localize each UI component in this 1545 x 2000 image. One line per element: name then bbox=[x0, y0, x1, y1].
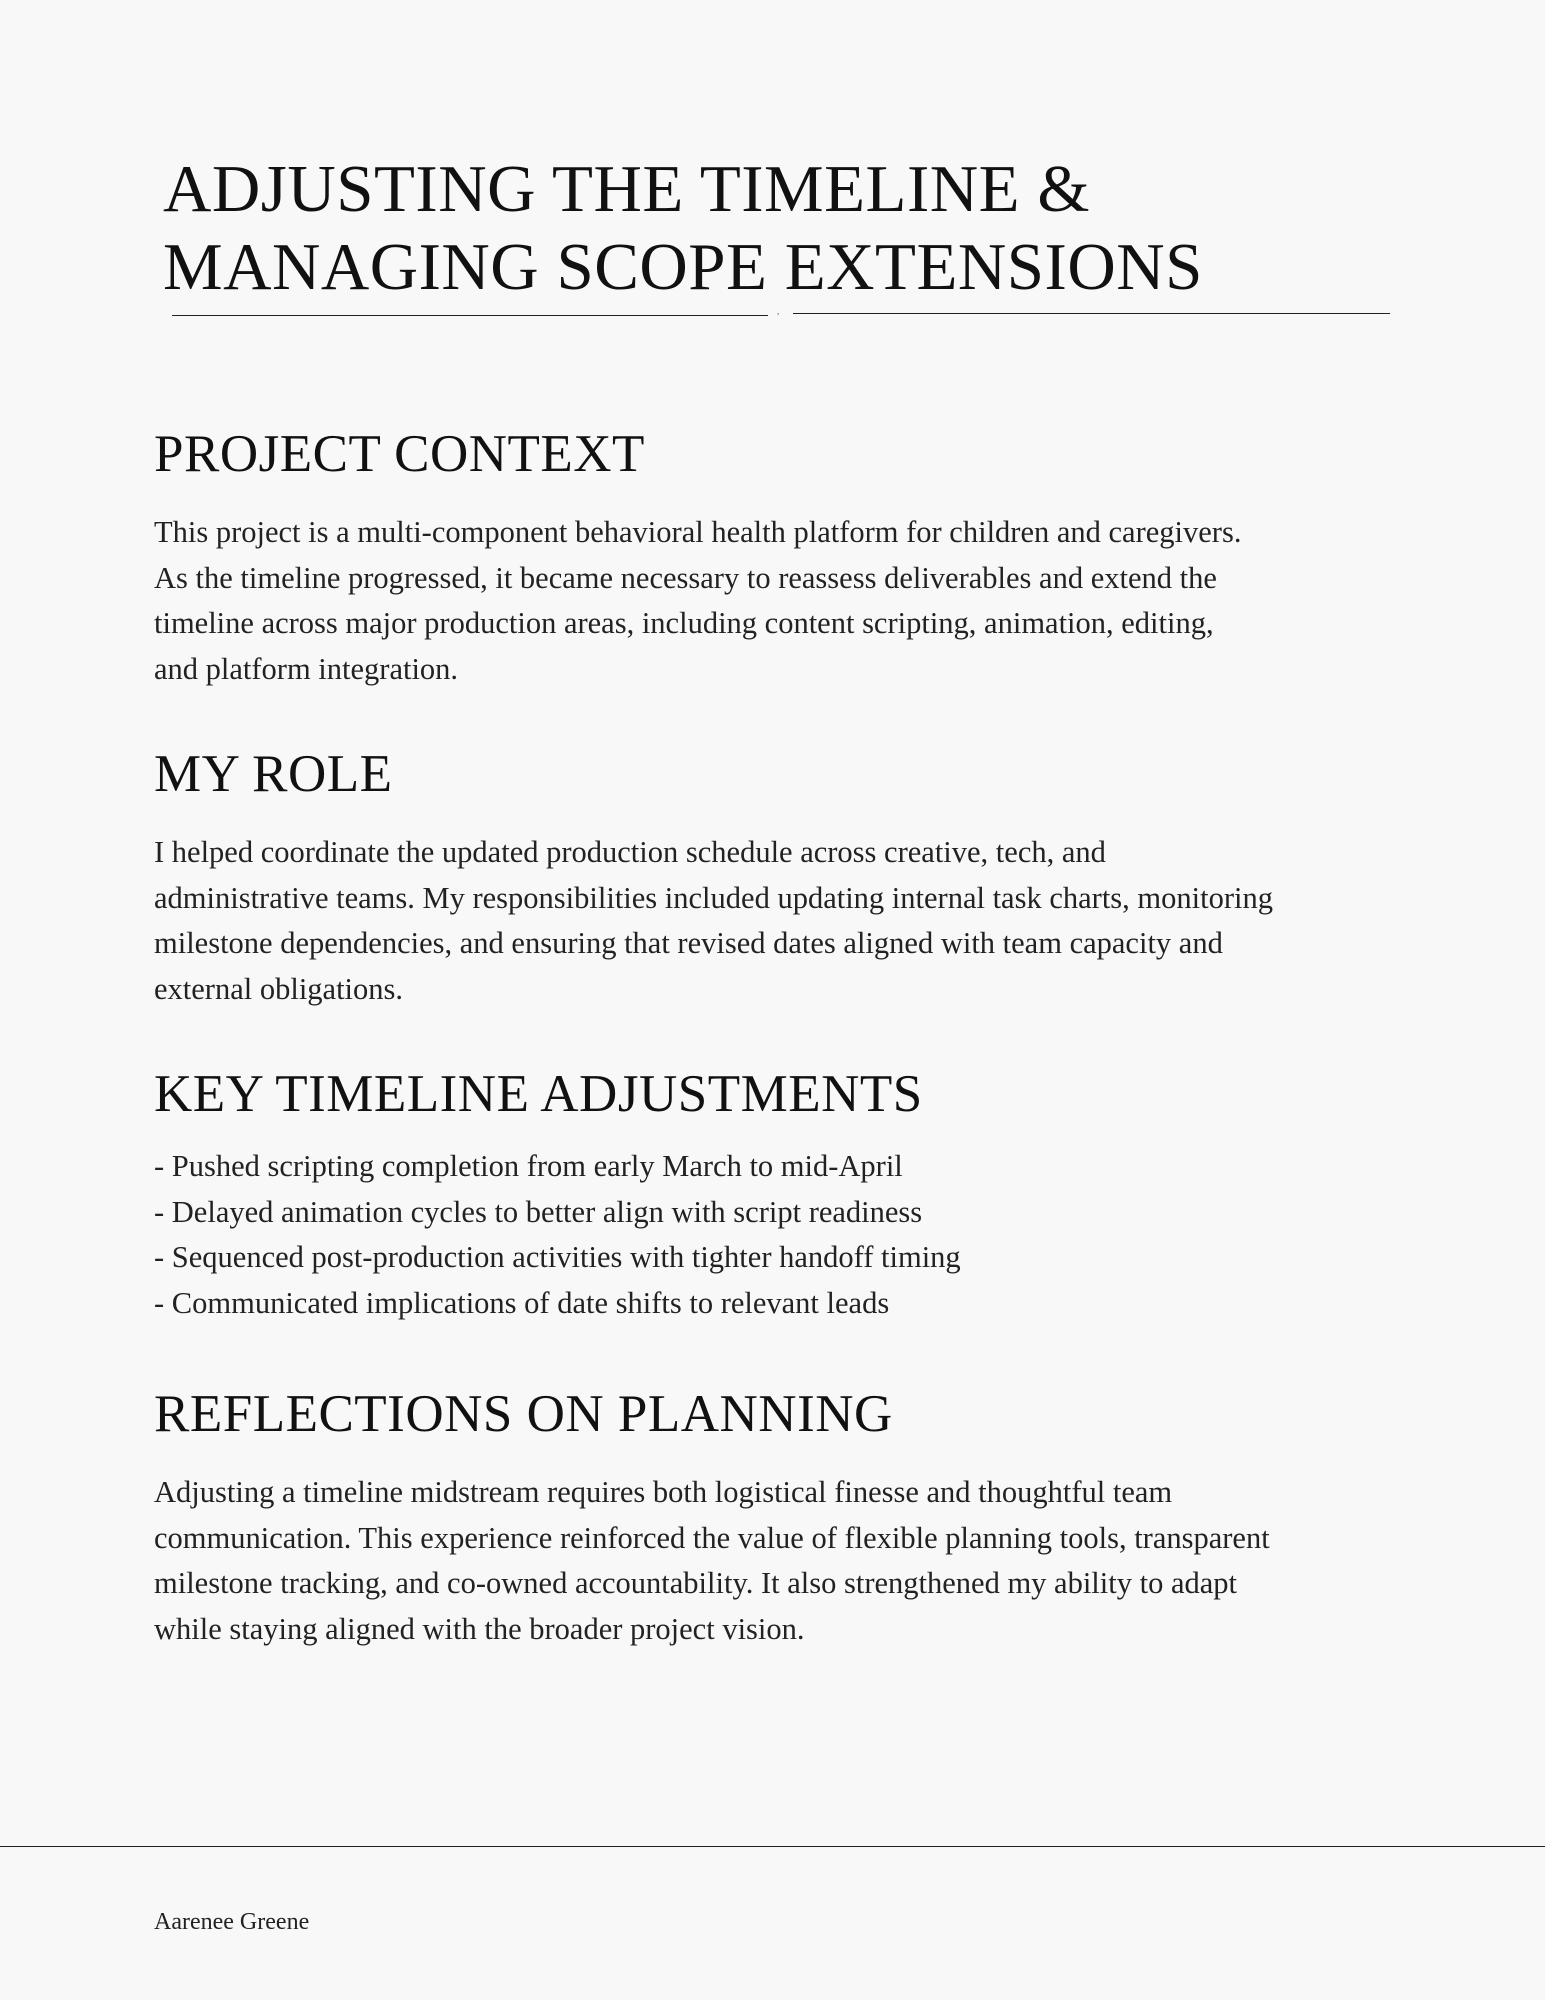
title-divider-left bbox=[172, 315, 768, 316]
section-my-role bbox=[154, 744, 1394, 1012]
list-item: - Pushed scripting completion from early March to mid-April bbox=[154, 1149, 903, 1183]
section-heading: REFLECTIONS ON PLANNING bbox=[154, 1385, 893, 1443]
bullet-list bbox=[154, 1144, 1394, 1326]
body-line: This project is a multi-component behavioral health platform for children and caregivers. bbox=[154, 515, 1242, 549]
body-line: external obligations. bbox=[154, 971, 404, 1006]
title-line-1: ADJUSTING THE TIMELINE & bbox=[163, 152, 1090, 226]
body-line: administrative teams. My responsibilities included updating internal task charts, monitoring bbox=[154, 880, 1273, 915]
title-divider-right bbox=[793, 313, 1390, 314]
list-item: - Communicated implications of date shifts to relevant leads bbox=[154, 1285, 890, 1320]
section-project-context bbox=[154, 424, 1394, 692]
body-line: and platform integration. bbox=[154, 651, 459, 686]
page-title bbox=[163, 150, 1413, 306]
body-line: communication. This experience reinforced the value of flexible planning tools, transparent bbox=[154, 1520, 1270, 1555]
section-heading: PROJECT CONTEXT bbox=[154, 425, 645, 483]
section-key-timeline-adjustments bbox=[154, 1064, 1394, 1326]
section-heading: MY ROLE bbox=[154, 745, 393, 803]
body-line: milestone tracking, and co-owned accountability. It also strengthened my ability to adapt bbox=[154, 1566, 1238, 1600]
list-item: - Delayed animation cycles to better align with script readiness bbox=[154, 1194, 923, 1229]
title-line-2: MANAGING SCOPE EXTENSIONS bbox=[163, 230, 1203, 304]
body-line: I helped coordinate the updated production schedule across creative, tech, and bbox=[154, 835, 1106, 869]
section-body bbox=[154, 1470, 1394, 1652]
title-divider-mark: , bbox=[777, 306, 780, 316]
section-reflections-on-planning bbox=[154, 1384, 1394, 1652]
body-line: timeline across major production areas, including content scripting, animation, editing, bbox=[154, 606, 1214, 640]
footer-divider bbox=[0, 1846, 1545, 1847]
section-body bbox=[154, 510, 1394, 692]
section-heading: KEY TIMELINE ADJUSTMENTS bbox=[154, 1065, 923, 1123]
body-line: milestone dependencies, and ensuring that revised dates aligned with team capacity and bbox=[154, 926, 1223, 960]
body-line: As the timeline progressed, it became necessary to reassess deliverables and extend the bbox=[154, 560, 1217, 595]
list-item: - Sequenced post-production activities with tighter handoff timing bbox=[154, 1240, 961, 1274]
body-line: while staying aligned with the broader project vision. bbox=[154, 1611, 805, 1646]
section-body bbox=[154, 830, 1394, 1012]
body-line: Adjusting a timeline midstream requires both logistical finesse and thoughtful team bbox=[154, 1475, 1173, 1509]
footer-author: Aarenee Greene bbox=[154, 1909, 310, 1935]
